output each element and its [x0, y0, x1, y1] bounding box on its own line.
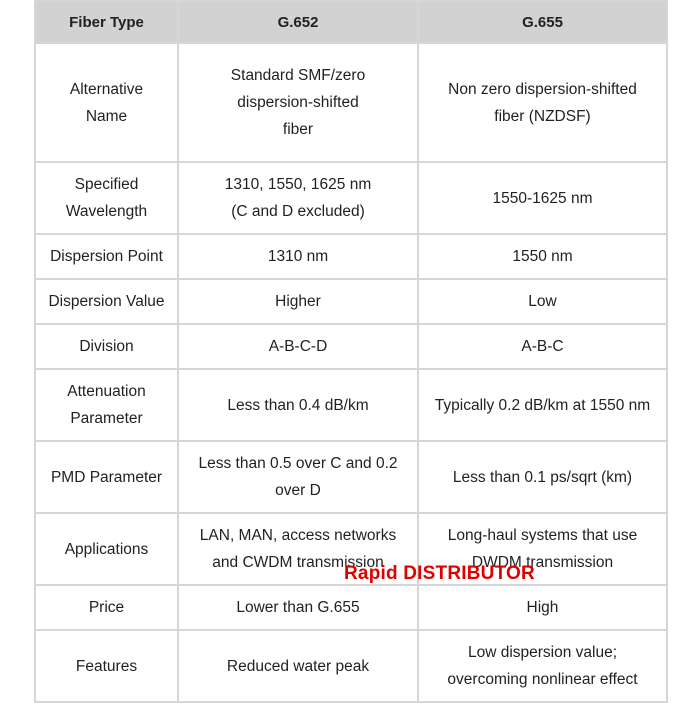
- row-label: Price: [36, 586, 177, 629]
- g652-value: Less than 0.5 over C and 0.2 over D: [179, 442, 417, 512]
- g655-value: 1550-1625 nm: [419, 163, 666, 233]
- g655-value: Non zero dispersion-shifted fiber (NZDSF): [419, 44, 666, 161]
- table-row: [36, 442, 666, 512]
- row-label: Applications: [36, 514, 177, 584]
- g652-value: Higher: [179, 280, 417, 323]
- table-row: [36, 325, 666, 368]
- g655-value: Low: [419, 280, 666, 323]
- g652-value: Reduced water peak: [179, 631, 417, 701]
- g652-value: LAN, MAN, access networks and CWDM transmission: [179, 514, 417, 584]
- table-row: [36, 370, 666, 440]
- row-label: PMD Parameter: [36, 442, 177, 512]
- header-g652: G.652: [179, 2, 417, 42]
- row-label: Dispersion Value: [36, 280, 177, 323]
- header-g655: G.655: [419, 2, 666, 42]
- table-row: [36, 235, 666, 278]
- g652-value: Lower than G.655: [179, 586, 417, 629]
- fiber-comparison-table: [34, 0, 668, 703]
- row-label: Features: [36, 631, 177, 701]
- g655-value: Low dispersion value; overcoming nonlinear effect: [419, 631, 666, 701]
- table-row: [36, 163, 666, 233]
- row-label: Alternative Name: [36, 44, 177, 161]
- row-label: Attenuation Parameter: [36, 370, 177, 440]
- g652-value: 1310 nm: [179, 235, 417, 278]
- table-row: [36, 280, 666, 323]
- row-label: Dispersion Point: [36, 235, 177, 278]
- row-label: Division: [36, 325, 177, 368]
- g655-value: Typically 0.2 dB/km at 1550 nm: [419, 370, 666, 440]
- g655-value: Less than 0.1 ps/sqrt (km): [419, 442, 666, 512]
- table-row: [36, 631, 666, 701]
- g655-value: 1550 nm: [419, 235, 666, 278]
- header-row: [36, 2, 666, 42]
- g652-value: A-B-C-D: [179, 325, 417, 368]
- comparison-table-container: [34, 0, 666, 703]
- g652-value: Less than 0.4 dB/km: [179, 370, 417, 440]
- watermark-text: Rapid DISTRIBUTOR: [344, 563, 535, 584]
- row-label: Specified Wavelength: [36, 163, 177, 233]
- g655-value: A-B-C: [419, 325, 666, 368]
- table-row: [36, 586, 666, 629]
- g655-value: Long-haul systems that use DWDM transmission: [419, 514, 666, 584]
- g655-value: High: [419, 586, 666, 629]
- header-fiber-type: Fiber Type: [36, 2, 177, 42]
- table-row: [36, 44, 666, 161]
- g652-value: Standard SMF/zero dispersion-shifted fiber: [179, 44, 417, 161]
- g652-value: 1310, 1550, 1625 nm (C and D excluded): [179, 163, 417, 233]
